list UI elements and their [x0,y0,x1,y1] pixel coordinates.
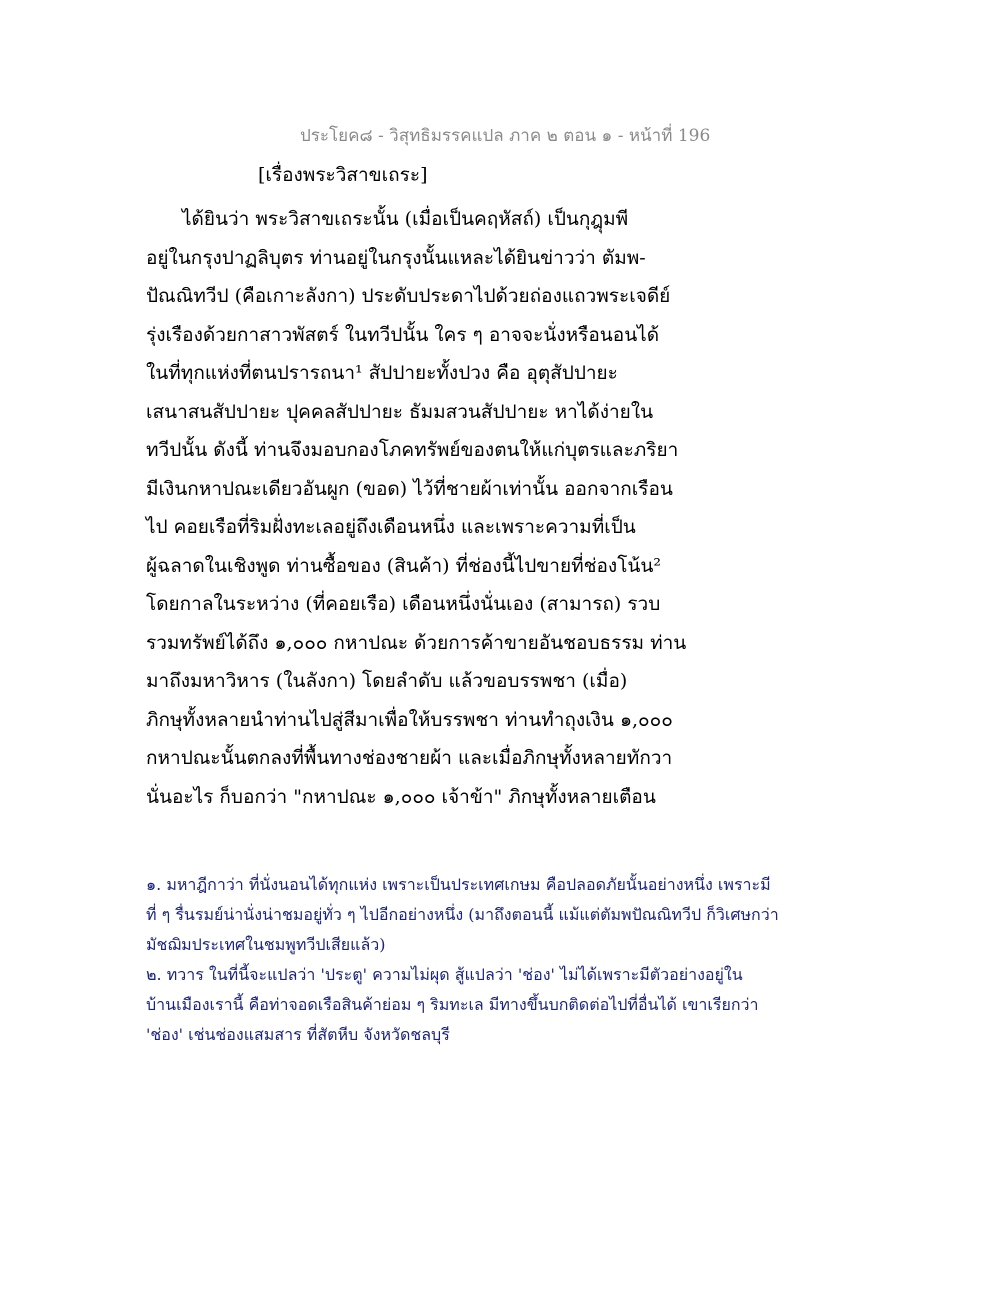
footnotes [146,870,846,1050]
footnote-line: บ้านเมืองเรานี้ คือท่าจอดเรือสินค้าย่อม ๆ ริมทะเล มีทางขึ้นบกติดต่อไปที่อื่นได้ เขาเรียกว่า [146,995,759,1014]
body-line: ทวีปนั้น ดังนี้ ท่านจึงมอบกองโภคทรัพย์ของตนให้แก่บุตรและภริยา [146,439,679,461]
body-line: มาถึงมหาวิหาร (ในลังกา) โดยลำดับ แล้วขอบรรพชา (เมื่อ) [146,670,628,692]
body-line: มีเงินกหาปณะเดียวอันผูก (ขอด) ไว้ที่ชายผ้าเท่านั้น ออกจากเรือน [146,477,673,500]
body-line: นั่นอะไร ก็บอกว่า "กหาปณะ ๑,๐๐๐ เจ้าข้า" ภิกษุทั้งหลายเตือน [146,785,656,808]
footnote-line: 'ช่อง' เช่นช่องแสมสาร ที่สัตหีบ จังหวัดชลบุรี [146,1025,450,1044]
story-title: [เรื่องพระวิสาขเถระ] [258,164,428,186]
body-line: ไป คอยเรือที่ริมฝั่งทะเลอยู่ถึงเดือนหนึ่ง และเพราะความที่เป็น [146,516,636,538]
body-line: ผู้ฉลาดในเชิงพูด ท่านซื้อของ (สินค้า) ที่ช่องนี้ไปขายที่ช่องโน้น² [146,554,662,577]
body-line: ได้ยินว่า พระวิสาขเถระนั้น (เมื่อเป็นคฤหัสถ์) เป็นกุฎุมพี [182,208,629,230]
body-line: อยู่ในกรุงปาฏลิบุตร ท่านอยู่ในกรุงนั้นแหละได้ยินข่าวว่า ตัมพ- [146,246,646,269]
body-line: รวมทรัพย์ได้ถึง ๑,๐๐๐ กหาปณะ ด้วยการค้าขายอันชอบธรรม ท่าน [146,631,687,654]
body-line: โดยกาลในระหว่าง (ที่คอยเรือ) เดือนหนึ่งนั่นเอง (สามารถ) รวบ [146,593,661,615]
footnote-line: มัชฌิมประเทศในชมพูทวีปเสียแล้ว) [146,935,386,954]
footnote-line: ๒. ทวาร ในที่นี้จะแปลว่า 'ประตู' ความไม่ผุด สู้แปลว่า 'ช่อง' ไม่ได้เพราะมีตัวอย่างอยู่ใน [146,965,743,984]
running-header: ประโยค๘ - วิสุทธิมรรคแปล ภาค ๒ ตอน ๑ - หน้าที่ 196 [300,126,711,146]
footnote-line: ที่ ๆ รื่นรมย์น่านั่งน่าชมอยู่ทั่ว ๆ ไปอีกอย่างหนึ่ง (มาถึงตอนนี้ แม้แต่ตัมพปัณณิทวีป ก็วิเศษกว่า [146,905,779,924]
body-line: ปัณณิทวีป (คือเกาะลังกา) ประดับประดาไปด้วยถ่องแถวพระเจดีย์ [146,285,671,307]
body-text [146,200,706,816]
footnote-line: ๑. มหาฎีกาว่า ที่นั่งนอนได้ทุกแห่ง เพราะเป็นประเทศเกษม คือปลอดภัยนั้นอย่างหนึ่ง เพราะมี [146,875,771,894]
body-line: เสนาสนสัปปายะ ปุคคลสัปปายะ ธัมมสวนสัปปายะ หาได้ง่ายใน [146,400,654,423]
body-line: รุ่งเรืองด้วยกาสาวพัสตร์ ในทวีปนั้น ใคร ๆ อาจจะนั่งหรือนอนได้ [146,323,660,346]
body-line: ในที่ทุกแห่งที่ตนปรารถนา¹ สัปปายะทั้งปวง คือ อุตุสัปปายะ [146,362,618,384]
body-line: ภิกษุทั้งหลายนำท่านไปสู่สีมาเพื่อให้บรรพชา ท่านทำถุงเงิน ๑,๐๐๐ [146,708,673,731]
body-line: กหาปณะนั้นตกลงที่พื้นทางช่องชายผ้า และเมื่อภิกษุทั้งหลายทักวา [146,747,673,769]
